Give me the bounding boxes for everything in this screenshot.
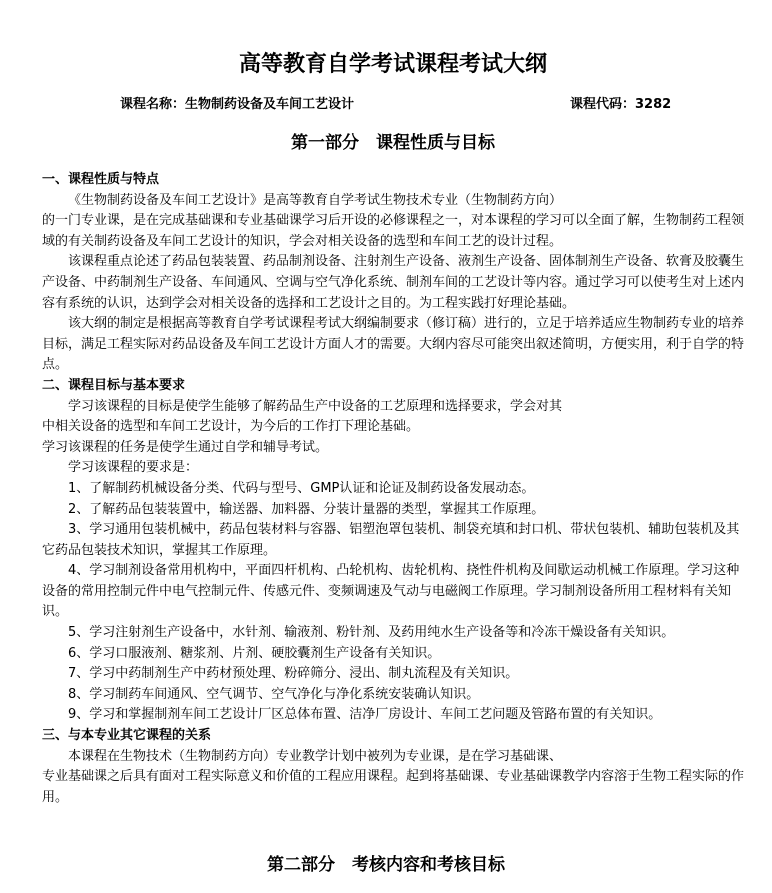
paragraph: 该大纲的制定是根据高等教育自学考试课程考试大纲编制要求（修订稿）进行的，立足于培养适应生物制药专业的培养目标，满足工程实际对药品设备及车间工艺设计方面人才的需要。大纲内容尽可能突出叙述简明，方便实用，利于自学的特点。 — [42, 316, 745, 373]
paragraph: 4、学习制剂设备常用机构中，平面四杆机构、凸轮机构、齿轮机构、挠性件机构及间歇运动机械工作原理。学习这种设备的常用控制元件中电气控制元件、传感元件、变频调速及气动与电磁阀工作原理。学习制剂设备所用工程材料有关知识。 — [42, 563, 740, 620]
part1-title: 第一部分 课程性质与目标 — [291, 133, 495, 153]
section-heading: 二、课程目标与基本要求 — [42, 377, 186, 393]
paragraph: 5、学习注射剂生产设备中，水针剂、输液剂、粉针剂、及药用纯水生产设备等和冷冻干燥设备有关知识。 — [68, 625, 675, 641]
course-code: 课程代码：3282 — [570, 97, 672, 112]
paragraph: 2、了解药品包装装置中，输送器、加料器、分装计量器的类型，掌握其工作原理。 — [68, 501, 545, 517]
paragraph: 该课程重点论述了药品包装装置、药品制剂设备、注射剂生产设备、液剂生产设备、固体制剂生产设备、软膏及胶囊生产设备、中药制剂生产设备、车间通风、空调与空气净化系统、制剂车间的工艺设计等内容。通过学习可以使考生对上述内容有系统的认识，达到学会对相关设备的选择和工艺设计之目的。为工程实践打好理论基础。 — [42, 254, 745, 311]
paragraph: 专业基础课之后具有面对工程实际意义和价值的工程应用课程。起到将基础课、专业基础课教学内容溶于生物工程实际的作用。 — [42, 769, 745, 805]
paragraph: 3、学习通用包装机械中，药品包装材料与容器、铝塑泡罩包装机、制袋充填和封口机、带状包装机、辅助包装机及其它药品包装技术知识，掌握其工作原理。 — [42, 522, 740, 558]
paragraph: 的一门专业课，是在完成基础课和专业基础课学习后开设的必修课程之一，对本课程的学习可以全面了解，生物制药工程领域的有关制药设备及车间工艺设计的知识，学会对相关设备的选型和车间工艺的设计过程。 — [42, 213, 745, 249]
paragraph: 9、学习和掌握制剂车间工艺设计厂区总体布置、洁净厂房设计、车间工艺问题及管路布置的有关知识。 — [68, 707, 662, 723]
course-info-row — [42, 94, 744, 116]
section-heading: 三、与本专业其它课程的关系 — [42, 728, 212, 744]
paragraph: 学习该课程的任务是使学生通过自学和辅导考试。 — [42, 439, 329, 455]
course-name: 课程名称：生物制药设备及车间工艺设计 — [120, 97, 355, 112]
part2-title: 第二部分 考核内容和考核目标 — [267, 855, 505, 875]
paragraph: 8、学习制药车间通风、空气调节、空气净化与净化系统安装确认知识。 — [68, 686, 480, 702]
document-body — [42, 170, 744, 808]
paragraph: 6、学习口服液剂、糖浆剂、片剂、硬胶囊剂生产设备有关知识。 — [68, 645, 441, 661]
paragraph: 学习该课程的目标是使学生能够了解药品生产中设备的工艺原理和选择要求，学会对其 — [68, 398, 563, 414]
paragraph: 学习该课程的要求是： — [68, 460, 199, 476]
paragraph: 1、了解制药机械设备分类、代码与型号、GMP认证和论证及制药设备发展动态。 — [68, 480, 535, 496]
paragraph: 中相关设备的选型和车间工艺设计，为今后的工作打下理论基础。 — [42, 419, 420, 435]
paragraph: 本课程在生物技术（生物制药方向）专业教学计划中被列为专业课，是在学习基础课、 — [68, 748, 563, 764]
section-heading: 一、课程性质与特点 — [42, 172, 160, 187]
paragraph: 《生物制药设备及车间工艺设计》是高等教育自学考试生物技术专业（生物制药方向） — [68, 192, 563, 208]
document-title: 高等教育自学考试课程考试大纲 — [238, 51, 547, 77]
paragraph: 7、学习中药制剂生产中药材预处理、粉碎筛分、浸出、制丸流程及有关知识。 — [68, 666, 519, 682]
